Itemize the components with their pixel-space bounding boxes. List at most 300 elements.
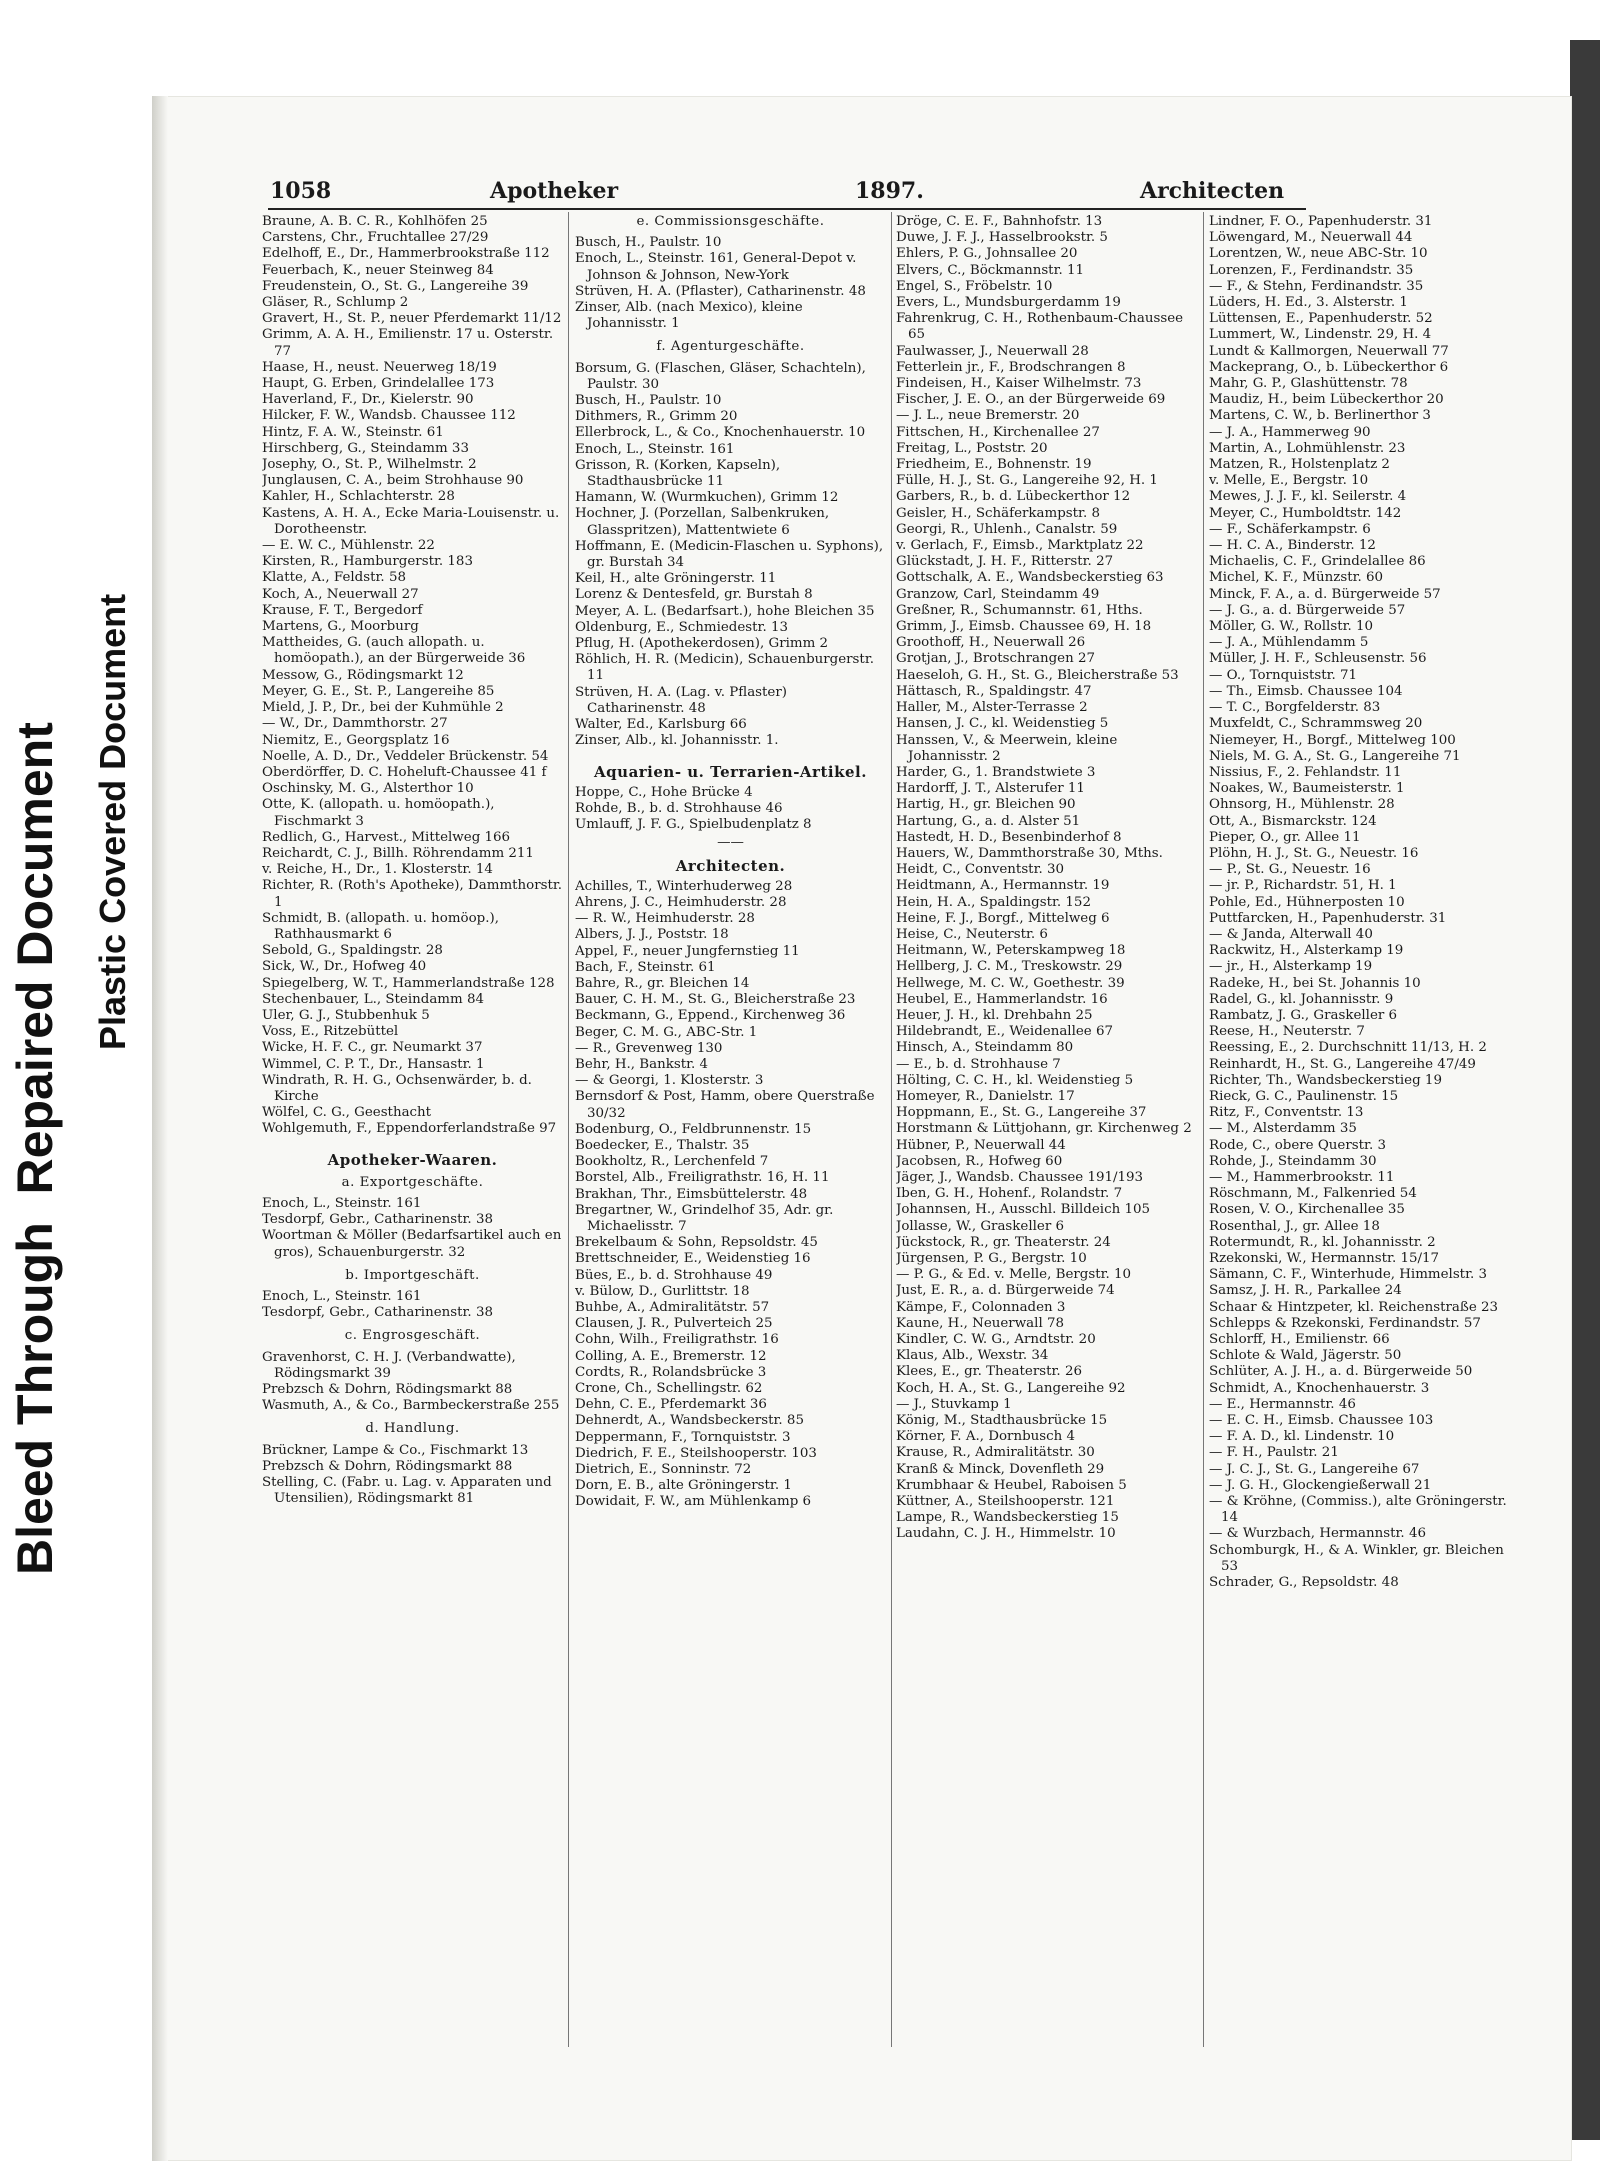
directory-entry: Prebzsch & Dohrn, Rödingsmarkt 88 (262, 1382, 513, 1398)
directory-entry: Fülle, H. J., St. G., Langereihe 92, H. 1 (896, 473, 1158, 489)
directory-entry: Borsum, G. (Flaschen, Gläser, Schachteln), Paulstr. 30 (575, 360, 866, 392)
directory-entry: Geisler, H., Schäferkampstr. 8 (896, 505, 1101, 521)
directory-entry: Appel, F., neuer Jungfernstieg 11 (575, 943, 800, 959)
directory-entry: Friedheim, E., Bohnenstr. 19 (896, 457, 1092, 473)
directory-entry: Hoppe, C., Hohe Brücke 4 (575, 784, 753, 800)
directory-entry: Buhbe, A., Admiralitätstr. 57 (575, 1300, 770, 1315)
directory-entry: — R. W., Heimhuderstr. 28 (575, 911, 755, 927)
directory-entry: Heise, C., Neuterstr. 6 (896, 926, 1048, 942)
directory-entry: — J. G., a. d. Bürgerweide 57 (1209, 602, 1406, 618)
directory-entry: Zinser, Alb. (nach Mexico), kleine Johannisstr. 1 (575, 300, 803, 332)
directory-entry: — T. C., Borgfelderstr. 83 (1209, 700, 1381, 716)
directory-entry: Windrath, R. H. G., Ochsenwärder, b. d. Kirche (262, 1072, 532, 1104)
directory-entry: Schaar & Hintzpeter, kl. Reichenstraße 23 (1209, 1299, 1499, 1315)
directory-entry: Grimm, A. A. H., Emilienstr. 17 u. Osterstr. 77 (262, 327, 554, 359)
directory-entry: Schomburgk, H., & A. Winkler, gr. Bleichen 53 (1209, 1542, 1504, 1574)
directory-entry: Heitmann, W., Peterskampweg 18 (896, 943, 1126, 959)
directory-entry: Niels, M. G. A., St. G., Langereihe 71 (1209, 748, 1461, 764)
directory-entry: Homeyer, R., Danielstr. 17 (896, 1088, 1075, 1104)
directory-entry: Kranß & Minck, Dovenfleth 29 (896, 1461, 1105, 1477)
directory-entry: Busch, H., Paulstr. 10 (575, 235, 722, 251)
directory-entry: Mield, J. P., Dr., bei der Kuhmühle 2 (262, 700, 504, 716)
directory-entry: Braune, A. B. C. R., Kohlhöfen 25 (262, 214, 488, 229)
directory-entry: Haverland, F., Dr., Kielerstr. 90 (262, 392, 474, 408)
directory-entry: Johannsen, H., Ausschl. Billdeich 105 (896, 1202, 1151, 1218)
directory-entry: Mattheides, G. (auch allopath. u. homöopath.), an der Bürgerweide 36 (262, 635, 526, 667)
directory-entry: — E., b. d. Strohhause 7 (896, 1056, 1061, 1072)
page-number: 1058 (270, 178, 332, 204)
directory-entry: Brückner, Lampe & Co., Fischmarkt 13 (262, 1442, 529, 1458)
directory-entry: Cohn, Wilh., Freiligrathstr. 16 (575, 1332, 779, 1348)
directory-entry: Radeke, H., bei St. Johannis 10 (1209, 975, 1421, 991)
directory-entry: Martin, A., Lohmühlenstr. 23 (1209, 440, 1406, 456)
directory-entry: Cordts, R., Rolandsbrücke 3 (575, 1364, 767, 1380)
directory-entry: Fahrenkrug, C. H., Rothenbaum-Chaussee 65 (896, 311, 1184, 343)
directory-entry: — & Wurzbach, Hermannstr. 46 (1209, 1526, 1426, 1542)
directory-entry: Hinsch, A., Steindamm 80 (896, 1040, 1074, 1056)
directory-entry: Boedecker, E., Thalstr. 35 (575, 1137, 750, 1153)
directory-entry: Keil, H., alte Gröningerstr. 11 (575, 571, 777, 587)
directory-entry: Hättasch, R., Spaldingstr. 47 (896, 683, 1092, 699)
directory-entry: — R., Grevenweg 130 (575, 1040, 723, 1056)
directory-entry: Garbers, R., b. d. Lübeckerthor 12 (896, 489, 1131, 505)
directory-entry: — E., Hermannstr. 46 (1209, 1396, 1356, 1412)
directory-entry: — E. C. H., Eimsb. Chaussee 103 (1209, 1413, 1434, 1429)
directory-entry: Fittschen, H., Kirchenallee 27 (896, 424, 1100, 440)
directory-entry: — O., Tornquiststr. 71 (1209, 667, 1358, 683)
directory-entry: — M., Alsterdamm 35 (1209, 1121, 1357, 1137)
directory-entry: Lüders, H. Ed., 3. Alsterstr. 1 (1209, 295, 1408, 311)
directory-entry: Schlorff, H., Emilienstr. 66 (1209, 1332, 1390, 1348)
directory-entry: Rosen, V. O., Kirchenallee 35 (1209, 1202, 1405, 1218)
directory-entry: Schlepps & Rzekonski, Ferdinandstr. 57 (1209, 1315, 1481, 1331)
section-dash: —— (717, 835, 744, 851)
directory-entry: — F. A. D., kl. Lindenstr. 10 (1209, 1429, 1395, 1445)
directory-entry: König, M., Stadthausbrücke 15 (896, 1413, 1108, 1429)
column-4 (1209, 214, 1514, 2044)
directory-entry: Pieper, O., gr. Allee 11 (1209, 829, 1361, 845)
directory-entry: Michel, K. F., Münzstr. 60 (1209, 570, 1384, 586)
commission-list (575, 235, 886, 332)
scan-edge (1570, 40, 1600, 2140)
column-divider (568, 212, 569, 2047)
subsection-export: a. Exportgeschäfte. (341, 1174, 484, 1190)
directory-entry: Nissius, F., 2. Fehlandstr. 11 (1209, 764, 1402, 780)
directory-entry: Hirschberg, G., Steindamm 33 (262, 440, 469, 456)
agentur-list (575, 361, 886, 750)
apotheker-list (262, 214, 563, 1138)
directory-entry: — P. G., & Ed. v. Melle, Bergstr. 10 (896, 1267, 1132, 1283)
year: 1897. (855, 178, 924, 204)
directory-entry: Krause, R., Admiralitätstr. 30 (896, 1445, 1095, 1461)
directory-entry: Koch, A., Neuerwall 27 (262, 586, 419, 602)
directory-entry: Röhlich, H. R. (Medicin), Schauenburgerstr. 11 (575, 652, 874, 684)
directory-entry: Rohde, J., Steindamm 30 (1209, 1153, 1377, 1169)
directory-entry: Heidtmann, A., Hermannstr. 19 (896, 878, 1110, 894)
directory-entry: Hochner, J. (Porzellan, Salbenkruken, Glasspritzen), Mattentwiete 6 (575, 506, 830, 538)
directory-entry: Engel, S., Fröbelstr. 10 (896, 278, 1053, 294)
directory-entry: Deppermann, F., Tornquiststr. 3 (575, 1429, 791, 1445)
directory-entry: Jückstock, R., gr. Theaterstr. 24 (896, 1234, 1111, 1250)
directory-entry: Wohlgemuth, F., Eppendorferlandstraße 97 (262, 1121, 557, 1137)
directory-entry: Lummert, W., Lindenstr. 29, H. 4 (1209, 327, 1432, 343)
directory-entry: Zinser, Alb., kl. Johannisstr. 1. (575, 733, 779, 749)
directory-entry: Heuer, J. H., kl. Drehbahn 25 (896, 1007, 1093, 1023)
directory-entry: — E. W. C., Mühlenstr. 22 (262, 538, 435, 554)
directory-entry: Behr, H., Bankstr. 4 (575, 1056, 709, 1072)
directory-entry: Muxfeldt, C., Schrammsweg 20 (1209, 716, 1423, 732)
column-divider (891, 212, 892, 2047)
directory-entry: Hardorff, J. T., Alsterufer 11 (896, 781, 1085, 797)
directory-entry: Körner, F. A., Dornbusch 4 (896, 1429, 1076, 1445)
directory-entry: Fetterlein jr., F., Brodschrangen 8 (896, 359, 1126, 375)
directory-entry: Bodenburg, O., Feldbrunnenstr. 15 (575, 1121, 812, 1137)
directory-entry: Bües, E., b. d. Strohhause 49 (575, 1267, 773, 1283)
directory-entry: Woortman & Möller (Bedarfsartikel auch en gros), Schauenburgerstr. 32 (262, 1228, 562, 1260)
column-3 (896, 214, 1198, 2044)
directory-entry: Evers, L., Mundsburgerdamm 19 (896, 295, 1121, 311)
directory-entry: Samsz, J. H. R., Parkallee 24 (1209, 1283, 1402, 1299)
directory-entry: Walter, Ed., Karlsburg 66 (575, 717, 747, 733)
directory-entry: — F., & Stehn, Ferdinandstr. 35 (1209, 278, 1424, 294)
directory-entry: Krumbhaar & Heubel, Raboisen 5 (896, 1477, 1127, 1493)
directory-entry: — J. A., Hammerweg 90 (1209, 424, 1371, 440)
directory-entry: Beger, C. M. G., ABC-Str. 1 (575, 1024, 758, 1040)
directory-entry: Bach, F., Steinstr. 61 (575, 959, 716, 975)
directory-entry: Lüttensen, E., Papenhuderstr. 52 (1209, 311, 1433, 327)
directory-entry: Küttner, A., Steilshooperstr. 121 (896, 1494, 1115, 1510)
directory-entry: Dehnerdt, A., Wandsbeckerstr. 85 (575, 1413, 804, 1429)
directory-entry: Reese, H., Neuterstr. 7 (1209, 1024, 1365, 1040)
subsection-import: b. Importgeschäft. (345, 1267, 480, 1283)
directory-entry: Dietrich, E., Sonninstr. 72 (575, 1462, 752, 1478)
directory-entry: Edelhoff, E., Dr., Hammerbrookstraße 112 (262, 246, 550, 262)
directory-entry: — & Kröhne, (Commiss.), alte Gröningerstr. 14 (1209, 1494, 1507, 1526)
directory-entry: Haupt, G. Erben, Grindelallee 173 (262, 376, 495, 392)
directory-entry: Feuerbach, K., neuer Steinweg 84 (262, 262, 494, 278)
directory-entry: Müller, J. H. F., Schleusenstr. 56 (1209, 651, 1427, 667)
directory-entry: Diedrich, F. E., Steilshooperstr. 103 (575, 1445, 817, 1461)
directory-entry: Meyer, A. L. (Bedarfsart.), hohe Bleichen 35 (575, 603, 875, 619)
directory-entry: Ehlers, P. G., Johnsallee 20 (896, 246, 1078, 262)
page-header (270, 178, 1285, 208)
directory-entry: Rieck, G. C., Paulinenstr. 15 (1209, 1088, 1399, 1104)
directory-entry: Freitag, L., Poststr. 20 (896, 440, 1048, 456)
directory-entry: v. Melle, E., Bergstr. 10 (1209, 473, 1369, 489)
directory-entry: v. Gerlach, F., Eimsb., Marktplatz 22 (896, 538, 1144, 554)
directory-entry: Reinhardt, H., St. G., Langereihe 47/49 (1209, 1056, 1476, 1072)
directory-entry: Bahre, R., gr. Bleichen 14 (575, 975, 750, 991)
directory-entry: Lampe, R., Wandsbeckerstieg 15 (896, 1510, 1119, 1526)
directory-entry: Richter, Th., Wandsbeckerstieg 19 (1209, 1072, 1442, 1088)
directory-entry: Lorenz & Dentesfeld, gr. Burstah 8 (575, 587, 813, 603)
directory-entry: Heidt, C., Conventstr. 30 (896, 862, 1065, 878)
directory-entry: Harder, G., 1. Brandstwiete 3 (896, 764, 1096, 780)
directory-entry: Rode, C., obere Querstr. 3 (1209, 1137, 1386, 1153)
directory-entry: Groothoff, H., Neuerwall 26 (896, 635, 1086, 651)
subsection-commission: e. Commissionsgeschäfte. (636, 214, 825, 229)
directory-entry: Stelling, C. (Fabr. u. Lag. v. Apparaten und Utensilien), Rödingsmarkt 81 (262, 1475, 552, 1507)
import-list (262, 1289, 563, 1321)
directory-entry: Heine, F. J., Borgf., Mittelweg 6 (896, 910, 1110, 926)
directory-entry: Haase, H., neust. Neuerweg 18/19 (262, 359, 497, 375)
directory-entry: Plöhn, H. J., St. G., Neuestr. 16 (1209, 845, 1419, 861)
directory-entry: Prebzsch & Dohrn, Rödingsmarkt 88 (262, 1458, 513, 1474)
section-heading-apotheker-waaren: Apotheker-Waaren. (327, 1150, 498, 1169)
directory-entry: Findeisen, H., Kaiser Wilhelmstr. 73 (896, 376, 1142, 392)
directory-entry: Matzen, R., Holstenplatz 2 (1209, 457, 1390, 473)
directory-entry: Tesdorpf, Gebr., Catharinenstr. 38 (262, 1305, 493, 1321)
directory-entry: Puttfarcken, H., Papenhuderstr. 31 (1209, 910, 1447, 926)
directory-entry: Iben, G. H., Hohenf., Rolandstr. 7 (896, 1186, 1123, 1202)
directory-entry: Fischer, J. E. O., an der Bürgerweide 69 (896, 392, 1166, 408)
column-divider (1203, 212, 1204, 2047)
directory-entry: Albers, J. J., Poststr. 18 (575, 927, 729, 943)
directory-entry: Möller, G. W., Rollstr. 10 (1209, 619, 1374, 635)
directory-entry: Wölfel, C. G., Geesthacht (262, 1105, 432, 1121)
directory-entry: Stechenbauer, L., Steindamm 84 (262, 991, 484, 1007)
directory-entry: Hein, H. A., Spaldingstr. 152 (896, 894, 1091, 910)
directory-entry: Busch, H., Paulstr. 10 (575, 393, 722, 409)
directory-entry: Heubel, E., Hammerlandstr. 16 (896, 991, 1108, 1007)
directory-entry: — J., Stuvkamp 1 (896, 1396, 1012, 1412)
directory-entry: Bookholtz, R., Lerchenfeld 7 (575, 1154, 769, 1170)
directory-entry: Bauer, C. H. M., St. G., Bleicherstraße 23 (575, 992, 856, 1008)
directory-entry: Grimm, J., Eimsb. Chaussee 69, H. 18 (896, 619, 1152, 635)
directory-entry: — J. G. H., Glockengießerwall 21 (1209, 1477, 1432, 1493)
directory-entry: Junglausen, C. A., beim Strohhause 90 (262, 473, 524, 489)
directory-entry: Otte, K. (allopath. u. homöopath.), Fischmarkt 3 (262, 797, 495, 829)
directory-entry: Gravenhorst, C. H. J. (Verbandwatte), Rödingsmarkt 39 (262, 1349, 516, 1381)
directory-entry: Jollasse, W., Graskeller 6 (896, 1218, 1065, 1234)
directory-entry: Klaus, Alb., Wexstr. 34 (896, 1348, 1049, 1364)
export-list (262, 1196, 563, 1261)
directory-entry: Rackwitz, H., Alsterkamp 19 (1209, 943, 1404, 959)
directory-entry: Ott, A., Bismarckstr. 124 (1209, 813, 1377, 829)
directory-entry: v. Bülow, D., Gurlittstr. 18 (575, 1283, 750, 1299)
directory-entry: Dowidait, F. W., am Mühlenkamp 6 (575, 1494, 812, 1510)
directory-entry: Horstmann & Lüttjohann, gr. Kirchenweg 2 (896, 1121, 1192, 1137)
directory-entry: — J. L., neue Bremerstr. 20 (896, 408, 1080, 424)
directory-entry: Martens, C. W., b. Berlinerthor 3 (1209, 408, 1431, 424)
directory-entry: Mahr, G. P., Glashüttenstr. 78 (1209, 376, 1408, 392)
directory-entry: Mewes, J. J. F., kl. Seilerstr. 4 (1209, 489, 1407, 505)
directory-entry: Dehn, C. E., Pferdemarkt 36 (575, 1397, 767, 1413)
directory-entry: Tesdorpf, Gebr., Catharinenstr. 38 (262, 1212, 493, 1228)
directory-entry: Brakhan, Thr., Eimsbüttelerstr. 48 (575, 1186, 808, 1202)
subsection-handlung: d. Handlung. (365, 1421, 460, 1437)
directory-entry: Oberdörffer, D. C. Hoheluft-Chaussee 41 f (262, 764, 547, 780)
directory-entry: Löwengard, M., Neuerwall 44 (1209, 230, 1413, 246)
directory-entry: — J. A., Mühlendamm 5 (1209, 635, 1369, 651)
directory-entry: Grisson, R. (Korken, Kapseln), Stadthausbrücke 11 (575, 457, 781, 490)
directory-entry: Carstens, Chr., Fruchtallee 27/29 (262, 230, 489, 246)
directory-entry: — F. H., Paulstr. 21 (1209, 1445, 1339, 1461)
directory-entry: Ritz, F., Conventstr. 13 (1209, 1105, 1364, 1121)
directory-entry: Ellerbrock, L., & Co., Knochenhauerstr. 10 (575, 425, 866, 441)
directory-entry: — jr. P., Richardstr. 51, H. 1 (1209, 878, 1397, 894)
directory-entry: Dröge, C. E. F., Bahnhofstr. 13 (896, 214, 1103, 229)
directory-entry: Gläser, R., Schlump 2 (262, 295, 409, 311)
directory-entry: Josephy, O., St. P., Wilhelmstr. 2 (262, 457, 477, 473)
directory-entry: Crone, Ch., Schellingstr. 62 (575, 1381, 763, 1397)
directory-entry: Hübner, P., Neuerwall 44 (896, 1137, 1066, 1153)
directory-entry: — H. C. A., Binderstr. 12 (1209, 538, 1376, 554)
directory-entry: Hilcker, F. W., Wandsb. Chaussee 112 (262, 408, 516, 424)
subsection-engros: c. Engrosgeschäft. (344, 1328, 481, 1344)
directory-entry: Rambatz, J. G., Graskeller 6 (1209, 1007, 1398, 1023)
directory-entry: Hildebrandt, E., Weidenallee 67 (896, 1024, 1114, 1040)
directory-entry: Lindner, F. O., Papenhuderstr. 31 (1209, 214, 1433, 229)
directory-entry: Lundt & Kallmorgen, Neuerwall 77 (1209, 343, 1449, 359)
directory-entry: Minck, F. A., a. d. Bürgerweide 57 (1209, 586, 1441, 602)
right-running-title: Architecten (1140, 178, 1285, 204)
directory-entry: Kastens, A. H. A., Ecke Maria-Louisenstr. u. Dorotheenstr. (262, 505, 560, 537)
directory-entry: Colling, A. E., Bremerstr. 12 (575, 1348, 767, 1364)
directory-entry: Hauers, W., Dammthorstraße 30, Mths. (896, 845, 1163, 861)
directory-entry: Dithmers, R., Grimm 20 (575, 409, 738, 425)
directory-entry: Oschinsky, M. G., Alsterthor 10 (262, 781, 474, 797)
directory-entry: Sebold, G., Spaldingstr. 28 (262, 943, 443, 959)
directory-entry: Haller, M., Alster-Terrasse 2 (896, 700, 1088, 716)
directory-entry: v. Reiche, H., Dr., 1. Klosterstr. 14 (262, 862, 493, 878)
directory-entry: Hamann, W. (Wurmkuchen), Grimm 12 (575, 490, 839, 506)
directory-entry: Borstel, Alb., Freiligrathstr. 16, H. 11 (575, 1170, 830, 1186)
directory-entry: Niemitz, E., Georgsplatz 16 (262, 732, 450, 748)
directory-entry: Grotjan, J., Brotschrangen 27 (896, 651, 1096, 667)
directory-entry: — & Georgi, 1. Klosterstr. 3 (575, 1073, 764, 1089)
subsection-agentur: f. Agenturgeschäfte. (656, 339, 805, 355)
directory-entry: Enoch, L., Steinstr. 161 (575, 441, 735, 457)
handlung-list (262, 1443, 563, 1508)
directory-entry: Glückstadt, J. H. F., Ritterstr. 27 (896, 554, 1114, 570)
directory-entry: Wasmuth, A., & Co., Barmbeckerstraße 255 (262, 1398, 560, 1414)
section-heading-aquarien: Aquarien- u. Terrarien-Artikel. (594, 762, 867, 781)
directory-entry: Rosenthal, J., gr. Allee 18 (1209, 1218, 1380, 1234)
directory-entry: Brekelbaum & Sohn, Repsoldstr. 45 (575, 1235, 818, 1251)
directory-entry: Klatte, A., Feldstr. 58 (262, 570, 406, 586)
directory-entry: Richter, R. (Roth's Apotheke), Dammthorstr. 1 (262, 878, 563, 910)
directory-entry: — W., Dr., Dammthorstr. 27 (262, 716, 448, 732)
directory-entry: — J. C. J., St. G., Langereihe 67 (1209, 1461, 1420, 1477)
directory-entry: Uler, G. J., Stubbenhuk 5 (262, 1007, 430, 1023)
directory-entry: Freudenstein, O., St. G., Langereihe 39 (262, 278, 529, 294)
directory-entry: Meyer, C., Humboldtstr. 142 (1209, 505, 1402, 521)
directory-entry: Wimmel, C. P. T., Dr., Hansastr. 1 (262, 1056, 485, 1072)
directory-entry: Bregartner, W., Grindelhof 35, Adr. gr. Michaelisstr. 7 (575, 1202, 834, 1234)
directory-entry: Mackeprang, O., b. Lübeckerthor 6 (1209, 359, 1449, 375)
directory-entry: Georgi, R., Uhlenh., Canalstr. 59 (896, 521, 1118, 537)
directory-entry: Jürgensen, P. G., Bergstr. 10 (896, 1251, 1087, 1266)
section-heading-architecten: Architecten. (675, 856, 786, 875)
directory-entry: Messow, G., Rödingsmarkt 12 (262, 667, 464, 683)
architecten-list-continued (1209, 214, 1514, 1591)
directory-entry: Gottschalk, A. E., Wandsbeckerstieg 63 (896, 570, 1164, 586)
directory-entry: Noelle, A. D., Dr., Veddeler Brückenstr. 54 (262, 748, 549, 764)
architecten-list (575, 879, 886, 1511)
directory-entry: Enoch, L., Steinstr. 161 (262, 1289, 422, 1304)
directory-entry: Greßner, R., Schumannstr. 61, Hths. (896, 602, 1143, 618)
directory-entry: Hoppmann, E., St. G., Langereihe 37 (896, 1105, 1147, 1121)
directory-entry: Klees, E., gr. Theaterstr. 26 (896, 1364, 1082, 1380)
directory-entry: Kirsten, R., Hamburgerstr. 183 (262, 554, 473, 570)
stamp-label-1: Bleed Through Repaired Document (7, 722, 63, 1575)
architecten-list-continued (896, 214, 1198, 1543)
directory-entry: Rohde, B., b. d. Strohhause 46 (575, 800, 783, 816)
directory-entry: Meyer, G. E., St. P., Langereihe 85 (262, 683, 495, 699)
directory-entry: Duwe, J. F. J., Hasselbrookstr. 5 (896, 230, 1108, 246)
directory-entry: Granzow, Carl, Steindamm 49 (896, 586, 1100, 602)
directory-entry: Pflug, H. (Apothekerdosen), Grimm 2 (575, 636, 829, 652)
directory-entry: Strüven, H. A. (Lag. v. Pflaster) Catharinenstr. 48 (575, 684, 787, 716)
directory-entry: Hoffmann, E. (Medicin-Flaschen u. Syphons), gr. Burstah 34 (575, 538, 884, 571)
directory-entry: Rotermundt, R., kl. Johannisstr. 2 (1209, 1234, 1436, 1250)
directory-entry: Lorentzen, W., neue ABC-Str. 10 (1209, 246, 1428, 262)
directory-entry: Schrader, G., Repsoldstr. 48 (1209, 1575, 1399, 1591)
header-rule (268, 208, 1306, 210)
directory-entry: Kahler, H., Schlachterstr. 28 (262, 489, 455, 505)
directory-entry: Kaune, H., Neuerwall 78 (896, 1315, 1065, 1331)
directory-entry: Redlich, G., Harvest., Mittelweg 166 (262, 829, 511, 845)
directory-entry: — P., St. G., Neuestr. 16 (1209, 862, 1371, 878)
directory-entry: Hastedt, H. D., Besenbinderhof 8 (896, 829, 1122, 845)
directory-entry: Elvers, C., Böckmannstr. 11 (896, 262, 1085, 278)
directory-entry: Noakes, W., Baumeisterstr. 1 (1209, 781, 1405, 797)
directory-entry: Reessing, E., 2. Durchschnitt 11/13, H. 2 (1209, 1040, 1487, 1056)
directory-entry: Faulwasser, J., Neuerwall 28 (896, 343, 1089, 359)
directory-entry: Bernsdorf & Post, Hamm, obere Querstraße 30/32 (575, 1089, 875, 1121)
directory-entry: Spiegelberg, W. T., Hammerlandstraße 128 (262, 975, 555, 991)
directory-entry: Sämann, C. F., Winterhude, Himmelstr. 3 (1209, 1267, 1488, 1283)
directory-entry: Enoch, L., Steinstr. 161, General-Depot v. Johnson & Johnson, New-York (575, 251, 857, 283)
directory-entry: Michaelis, C. F., Grindelallee 86 (1209, 554, 1426, 570)
directory-entry: Rzekonski, W., Hermannstr. 15/17 (1209, 1251, 1440, 1266)
directory-entry: — F., Schäferkampstr. 6 (1209, 521, 1371, 537)
directory-entry: Hanssen, V., & Meerwein, kleine Johannisstr. 2 (896, 732, 1118, 764)
directory-entry: Ahrens, J. C., Heimhuderstr. 28 (575, 894, 787, 910)
directory-entry: Hartung, G., a. d. Alster 51 (896, 813, 1081, 829)
directory-entry: Hansen, J. C., kl. Weidenstieg 5 (896, 716, 1109, 732)
page-shadow (152, 96, 168, 2161)
column-2 (575, 214, 886, 2044)
directory-entry: Schlote & Wald, Jägerstr. 50 (1209, 1348, 1402, 1364)
directory-entry: Hölting, C. C. H., kl. Weidenstieg 5 (896, 1072, 1134, 1088)
directory-entry: Lorenzen, F., Ferdinandstr. 35 (1209, 262, 1414, 278)
column-1 (262, 214, 563, 2044)
directory-entry: Schlüter, A. J. H., a. d. Bürgerweide 50 (1209, 1364, 1473, 1380)
directory-entry: Niemeyer, H., Borgf., Mittelweg 100 (1209, 732, 1456, 748)
directory-entry: Beckmann, G., Eppend., Kirchenweg 36 (575, 1008, 846, 1024)
stamp-label-2: Plastic Covered Document (92, 593, 133, 1050)
directory-entry: Radel, G., kl. Johannisstr. 9 (1209, 991, 1394, 1007)
directory-entry: Laudahn, C. J. H., Himmelstr. 10 (896, 1526, 1116, 1542)
directory-entry: Brettschneider, E., Weidenstieg 16 (575, 1251, 811, 1267)
directory-entry: Wicke, H. F. C., gr. Neumarkt 37 (262, 1040, 483, 1056)
directory-entry: — M., Hammerbrookstr. 11 (1209, 1169, 1395, 1185)
directory-entry: Jäger, J., Wandsb. Chaussee 191/193 (896, 1169, 1144, 1185)
directory-entry: Kämpe, F., Colonnaden 3 (896, 1299, 1066, 1315)
directory-entry: Achilles, T., Winterhuderweg 28 (575, 878, 793, 894)
directory-entry: — & Janda, Alterwall 40 (1209, 926, 1373, 942)
directory-entry: Oldenburg, E., Schmiedestr. 13 (575, 619, 789, 635)
directory-entry: Clausen, J. R., Pulverteich 25 (575, 1316, 773, 1332)
directory-entry: Maudiz, H., beim Lübeckerthor 20 (1209, 392, 1444, 408)
engros-list (262, 1350, 563, 1415)
directory-entry: Hellwege, M. C. W., Goethestr. 39 (896, 975, 1125, 991)
directory-entry: Hartig, H., gr. Bleichen 90 (896, 797, 1076, 813)
left-running-title: Apotheker (490, 178, 619, 204)
directory-entry: — Th., Eimsb. Chaussee 104 (1209, 683, 1403, 699)
